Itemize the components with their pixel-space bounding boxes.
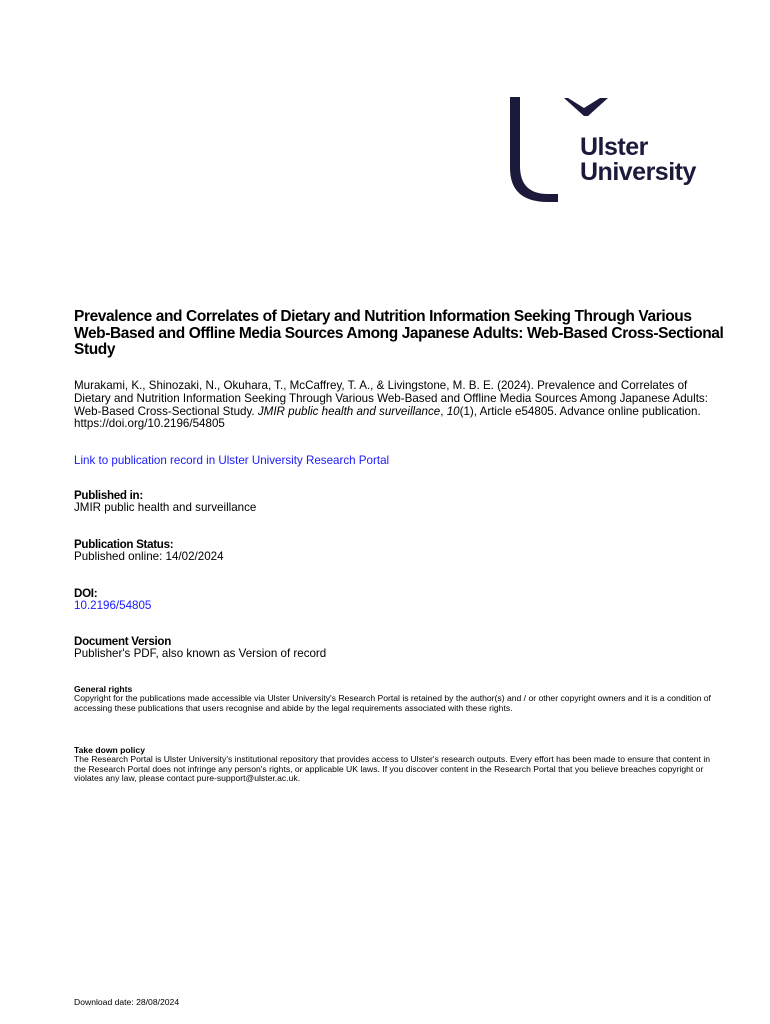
logo-wordmark [580, 135, 696, 185]
logo-line-ulster: Ulster [580, 133, 648, 161]
take-down-label: Take down policy [74, 745, 145, 755]
portal-record-link[interactable]: Link to publication record in Ulster University Research Portal [74, 454, 390, 467]
published-in-value: JMIR public health and surveillance [74, 501, 257, 515]
doi-section [74, 588, 151, 613]
doi-label: DOI: [74, 587, 98, 600]
publication-status-value: Published online: 14/02/2024 [74, 550, 224, 564]
ulster-university-logo [508, 94, 713, 206]
publication-title: Prevalence and Correlates of Dietary and Nutrition Information Seeking Through Various Web-Based and Offline Media Sources Among Japanese Adults: Web-Based Cross-Sectional Study [74, 308, 724, 358]
download-date: Download date: 28/08/2024 [74, 997, 180, 1007]
citation [74, 380, 724, 431]
take-down-text: The Research Portal is Ulster University's institutional repository that provides access to Ulster's research outputs. Every effort has been made to ensure that content in the Research Portal does not infringe any person's rights, or applicable UK laws. If you discover content in the Research Portal that you believe breaches copyright or violates any law, please contact pure-support@ulster.ac.uk. [74, 754, 711, 783]
publication-status-label: Publication Status: [74, 538, 174, 551]
doi-link[interactable]: 10.2196/54805 [74, 599, 152, 613]
citation-separator: , [440, 404, 447, 418]
citation-volume: 10 [446, 404, 460, 418]
document-version-value: Publisher's PDF, also known as Version of record [74, 647, 327, 661]
general-rights-text: Copyright for the publications made accessible via Ulster University's Research Portal is retained by the author(s) and / or other copyright owners and it is a condition of accessing these publications that users recognise and abide by the legal requirements associated with these rights. [74, 693, 711, 713]
logo-line-university: University [580, 158, 696, 186]
citation-authors-title: Murakami, K., Shinozaki, N., Okuhara, T., McCaffrey, T. A., & Livingstone, M. B. E. (2024). Prevalence and Correlates of Dietary and Nutrition Information Seeking Through Various Web-Based and Offline Media Sources Among Japanese Adults: Web-Based Cross-Sectional Study. [74, 379, 708, 418]
general-rights-label: General rights [74, 684, 133, 694]
citation-journal: JMIR public health and surveillance [257, 404, 441, 418]
document-version-label: Document Version [74, 635, 171, 648]
citation-issue-doi: (1), Article e54805. Advance online publication. https://doi.org/10.2196/54805 [74, 404, 701, 431]
published-in-label: Published in: [74, 489, 143, 502]
publication-status-section [74, 539, 224, 564]
document-version-section [74, 636, 326, 661]
published-in-section [74, 490, 256, 515]
general-rights-section [74, 685, 724, 713]
take-down-section [74, 746, 724, 783]
